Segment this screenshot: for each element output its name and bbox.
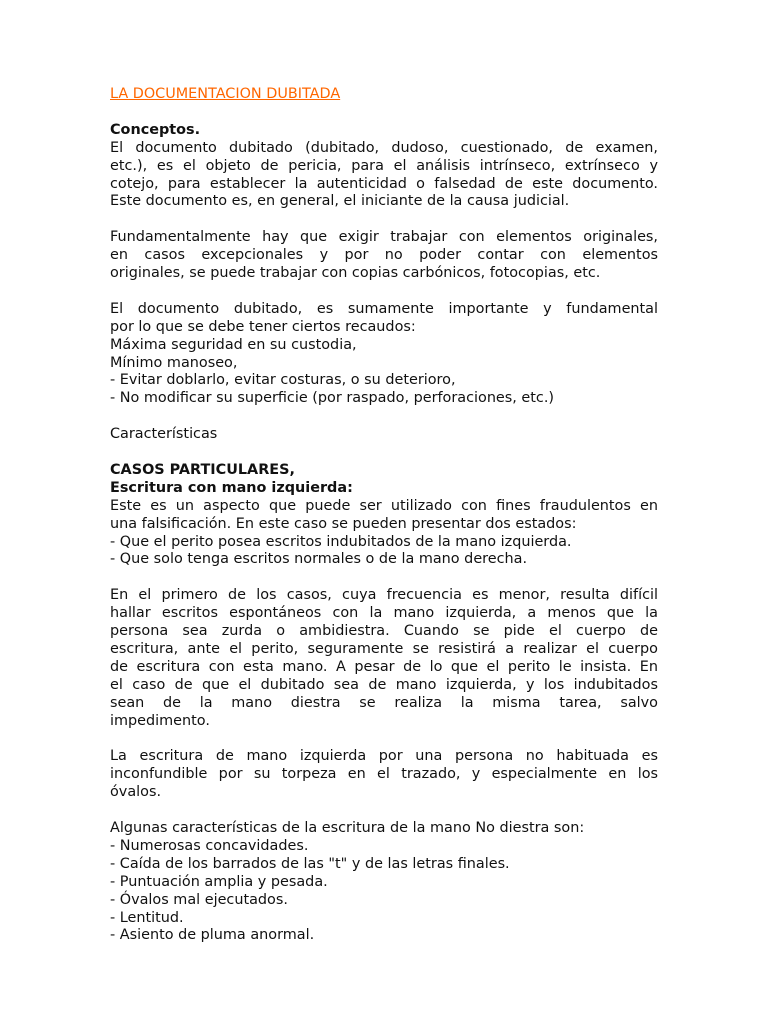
escritura-heading: Escritura con mano izquierda: xyxy=(110,479,353,496)
conceptos-paragraph xyxy=(110,140,658,212)
escritura-izquierda-paragraph xyxy=(110,748,658,802)
paragraph-line: Este documento es, en general, el iniciante de la causa judicial. xyxy=(110,193,570,210)
paragraph-line: impedimento. xyxy=(110,712,210,729)
paragraph-line: escritura, ante el perito, seguramente se resistirá a realizar el cuerpo xyxy=(110,641,658,657)
fundamental-paragraph xyxy=(110,229,658,283)
paragraph-line: cotejo, para establecer la autenticidad o falsedad de este documento. xyxy=(110,175,658,192)
list-item: - Asiento de pluma anormal. xyxy=(110,927,315,944)
list-item: - No modificar su superficie (por raspado, perforaciones, etc.) xyxy=(110,390,555,407)
paragraph-line: La escritura de mano izquierda por una persona no habituada es xyxy=(110,748,658,765)
paragraph-line: originales, se puede trabajar con copias carbónicos, fotocopias, etc. xyxy=(110,265,601,282)
document-page xyxy=(110,86,658,963)
paragraph-line: El documento dubitado, es sumamente importante y fundamental xyxy=(110,300,658,317)
list-item: - Evitar doblarlo, evitar costuras, o su deterioro, xyxy=(110,372,456,389)
paragraph-line: En el primero de los casos, cuya frecuencia es menor, resulta difícil xyxy=(110,587,658,604)
list-item: Máxima seguridad en su custodia, xyxy=(110,336,357,353)
recaudos-list xyxy=(110,337,658,409)
paragraph-line: hallar escritos espontáneos con la mano izquierda, a menos que la xyxy=(110,605,658,622)
list-item: - Puntuación amplia y pesada. xyxy=(110,873,328,890)
list-item: - Caída de los barrados de las "t" y de las letras finales. xyxy=(110,855,510,872)
paragraph-line: Fundamentalmente hay que exigir trabajar con elementos originales, xyxy=(110,229,658,246)
paragraph-line: sean de la mano diestra se realiza la misma tarea, salvo xyxy=(110,694,658,711)
list-item: - Que el perito posea escritos indubitados de la mano izquierda. xyxy=(110,533,572,550)
list-item: - Que solo tenga escritos normales o de la mano derecha. xyxy=(110,551,528,568)
paragraph-line: inconfundible por su torpeza en el trazado, y especialmente en los xyxy=(110,766,658,783)
paragraph-line: El documento dubitado (dubitado, dudoso, cuestionado, de examen, xyxy=(110,139,658,156)
paragraph-line: el caso de que el dubitado sea de mano izquierda, y los indubitados xyxy=(110,676,658,693)
paragraph-line: en casos excepcionales y por no poder contar con elementos xyxy=(110,247,658,264)
paragraph-line: de escritura con esta mano. A pesar de lo que el perito le insista. En xyxy=(110,658,658,675)
paragraph-line: persona sea zurda o ambidiestra. Cuando se pide el cuerpo de xyxy=(110,623,658,640)
list-item: - Lentitud. xyxy=(110,909,184,926)
escritura-paragraph xyxy=(110,498,658,534)
document-title: LA DOCUMENTACION DUBITADA xyxy=(110,86,341,102)
primero-paragraph xyxy=(110,587,658,730)
caracteristicas-label: Características xyxy=(110,426,218,443)
caracteristicas-list xyxy=(110,838,658,945)
algunas-caracteristicas-label: Algunas características de la escritura de la mano No diestra son: xyxy=(110,820,585,837)
estados-list xyxy=(110,534,658,570)
paragraph-line: óvalos. xyxy=(110,784,162,801)
paragraph-line: Este es un aspecto que puede ser utilizado con fines fraudulentos en xyxy=(110,497,658,514)
paragraph-line: una falsificación. En este caso se pueden presentar dos estados: xyxy=(110,515,577,532)
list-item: - Óvalos mal ejecutados. xyxy=(110,891,288,908)
list-item: Mínimo manoseo, xyxy=(110,354,238,371)
conceptos-heading: Conceptos. xyxy=(110,121,201,138)
casos-heading: CASOS PARTICULARES, xyxy=(110,461,295,478)
paragraph-line: etc.), es el objeto de pericia, para el análisis intrínseco, extrínseco y xyxy=(110,157,658,174)
list-item: - Numerosas concavidades. xyxy=(110,837,309,854)
importante-paragraph xyxy=(110,301,658,337)
paragraph-line: por lo que se debe tener ciertos recaudos: xyxy=(110,318,416,335)
